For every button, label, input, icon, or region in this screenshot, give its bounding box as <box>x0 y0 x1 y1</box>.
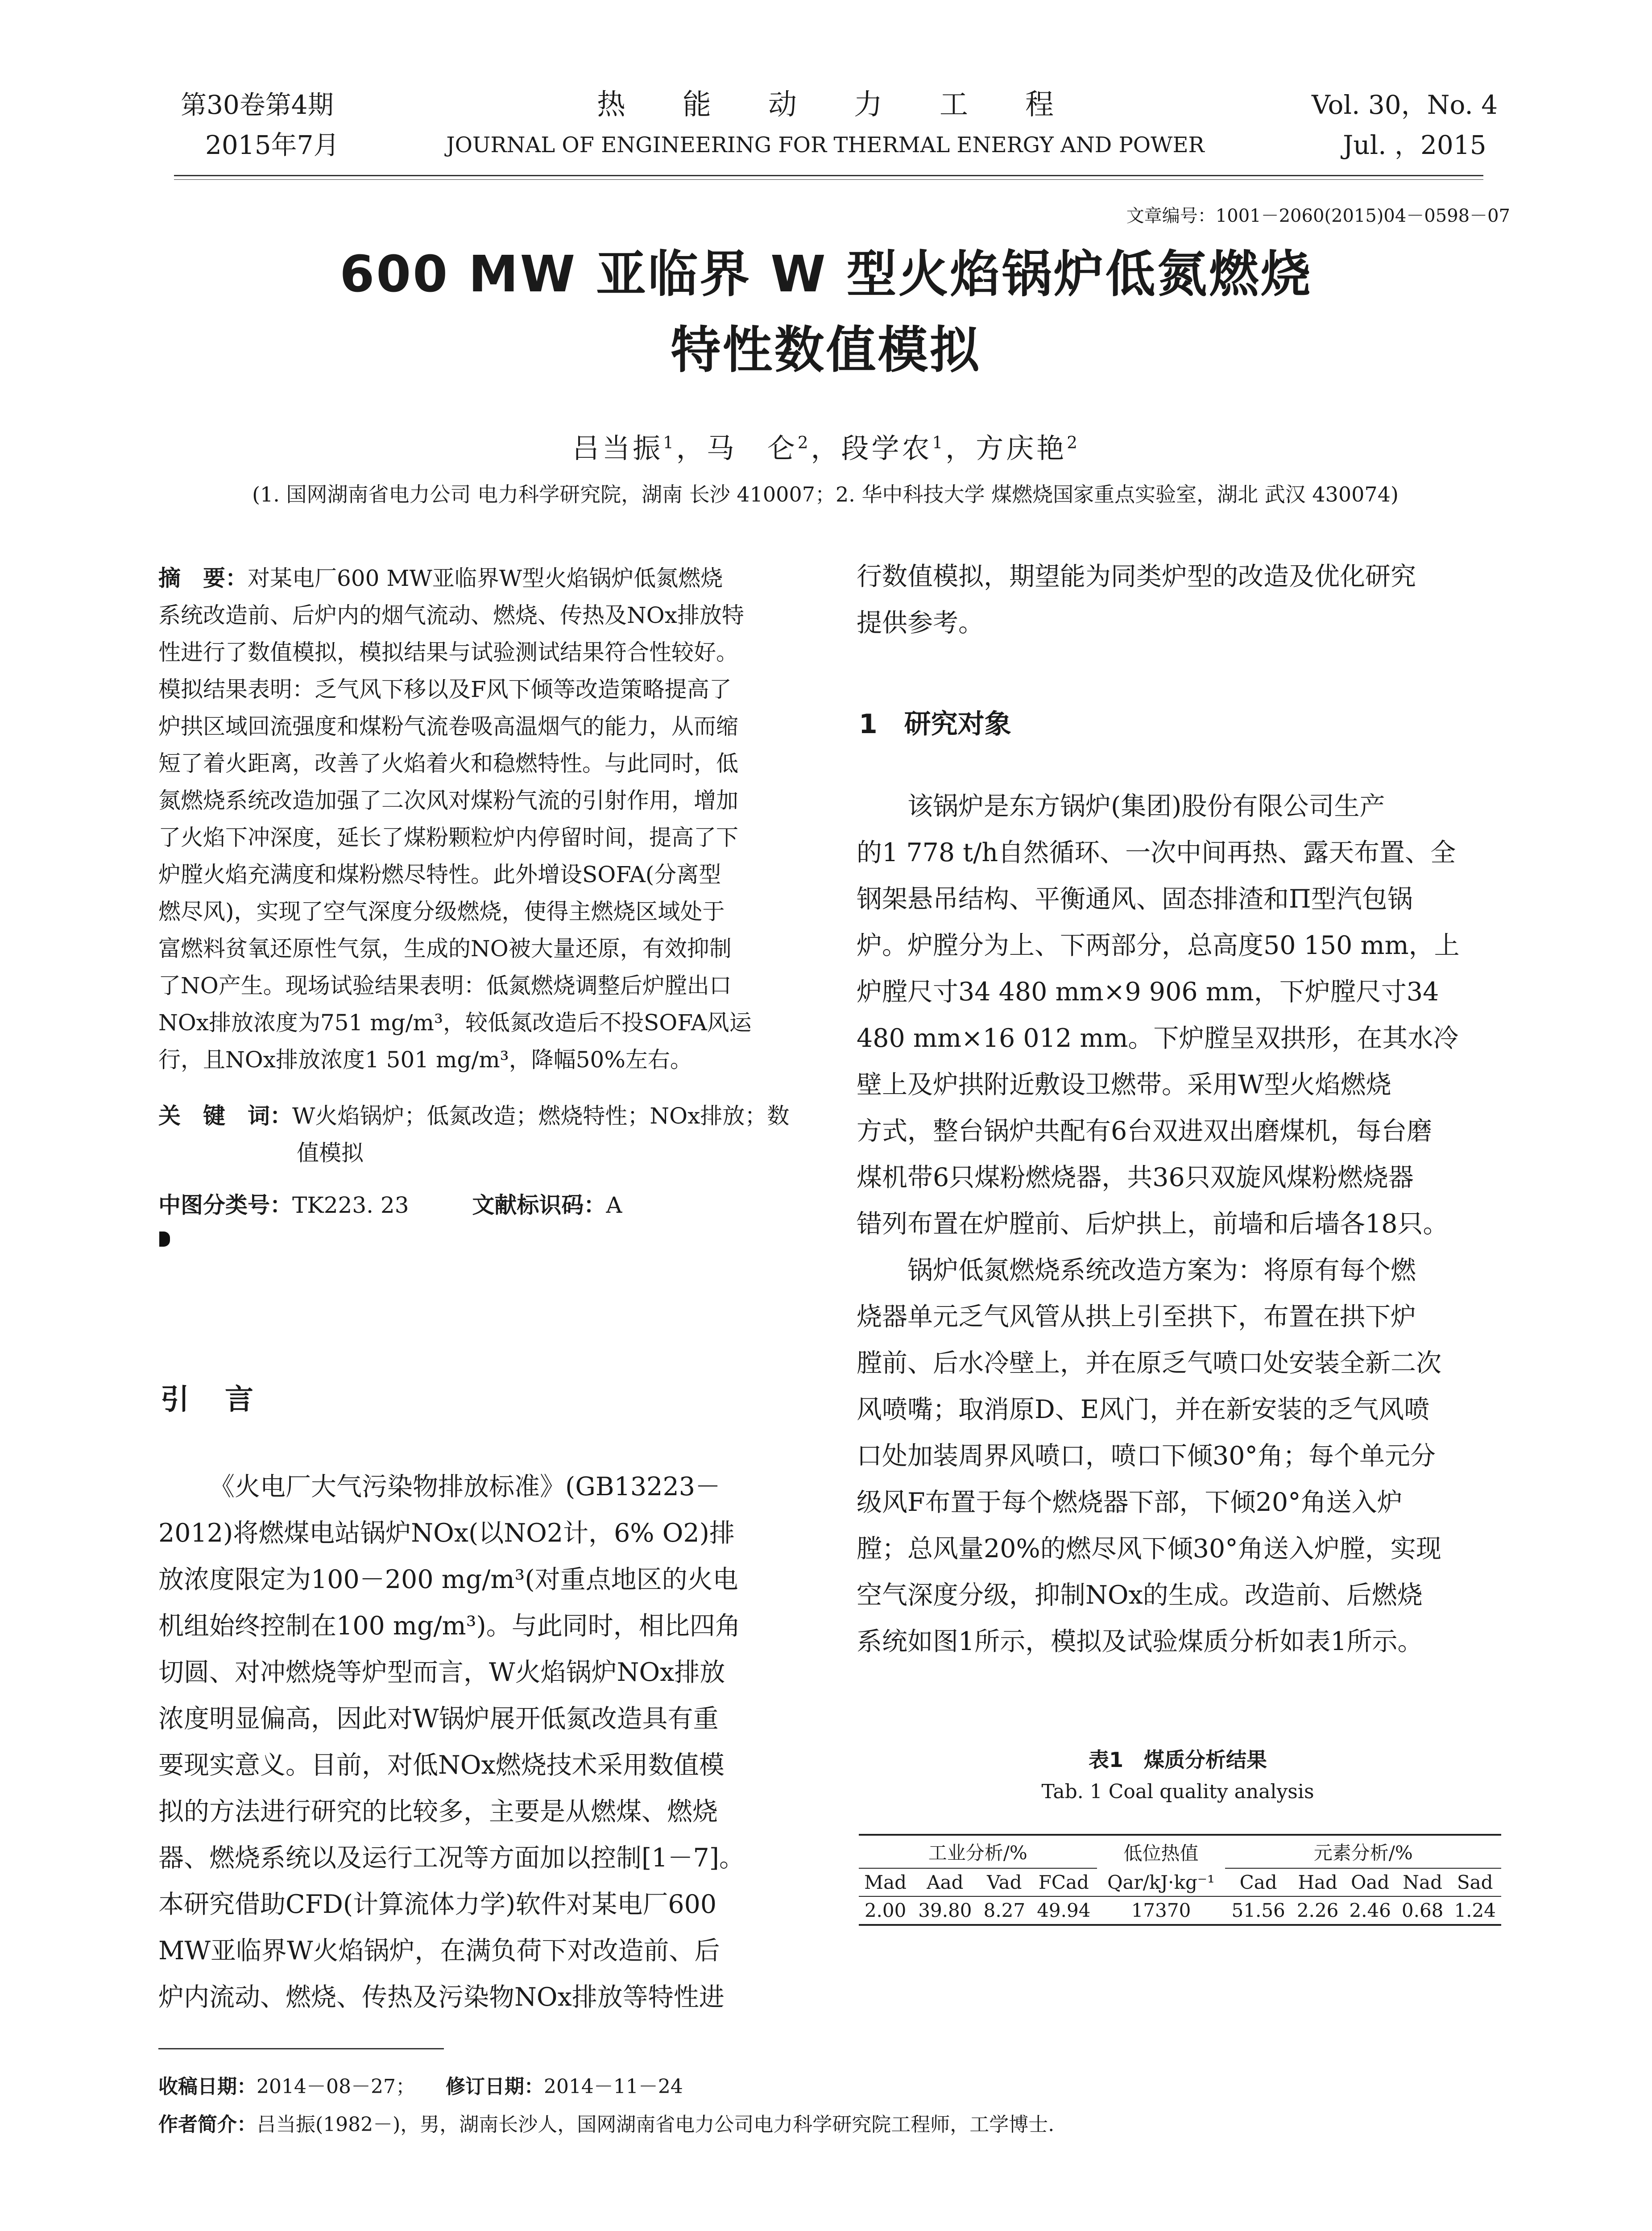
author-bio-label: 作者简介： <box>158 2113 257 2136</box>
abstract-label: 摘 要： <box>158 565 248 591</box>
body-line: 口处加装周界风喷口，喷口下倾30°角；每个单元分 <box>857 1441 1436 1471</box>
author-affil-mark: 1 <box>932 432 946 452</box>
author-name: 段学农 <box>841 432 932 464</box>
coal-quality-table <box>859 1834 1501 1926</box>
doc-code-label: 文献标识码： <box>472 1192 606 1218</box>
table-cell: 2.46 <box>1344 1896 1396 1925</box>
table-cell: 2.00 <box>859 1896 912 1925</box>
table-cell: 39.80 <box>912 1896 978 1925</box>
table-column-header: Nad <box>1403 1871 1442 1893</box>
abstract-line: 了火焰下冲深度，延长了煤粉颗粒炉内停留时间，提高了下 <box>158 825 738 850</box>
header-vol-issue-en: Vol. 30，No. 4 <box>1312 90 1498 120</box>
footnote-author <box>158 2108 1054 2137</box>
revised-label: 修订日期： <box>445 2075 544 2098</box>
abstract-line: 短了着火距离，改善了火焰着火和稳燃特性。与此同时，低 <box>158 751 738 776</box>
intro-line: 2012)将燃煤电站锅炉NOx(以NO2计，6% O2)排 <box>158 1518 735 1548</box>
header-journal-en: JOURNAL OF ENGINEERING FOR THERMAL ENERGY AND POWER <box>446 133 1205 158</box>
intro-line: 要现实意义。目前，对低NOx燃烧技术采用数值模 <box>158 1750 725 1780</box>
intro-line: 器、燃烧系统以及运行工况等方面加以控制[1－7]。 <box>158 1843 745 1873</box>
clc-label: 中图分类号： <box>158 1192 292 1218</box>
revised-date: 2014－11－24 <box>543 2075 683 2098</box>
author-affil-mark: 2 <box>1067 432 1080 452</box>
abstract-line: 炉拱区域回流强度和煤粉气流卷吸高温烟气的能力，从而缩 <box>158 713 738 739</box>
abstract-line: 富燃料贫氧还原性气氛，生成的NO被大量还原，有效抑制 <box>158 936 732 962</box>
body-line: 烧器单元乏气风管从拱上引至拱下，布置在拱下炉 <box>857 1302 1416 1331</box>
abstract-line: 了NO产生。现场试验结果表明：低氮燃烧调整后炉膛出口 <box>158 973 732 999</box>
table-cell: 49.94 <box>1031 1896 1097 1925</box>
table-column-header: Oad <box>1350 1871 1390 1893</box>
abstract <box>158 560 801 1078</box>
header-journal-cn: 热 能 动 力 工 程 <box>597 88 1054 121</box>
abstract-line: 对某电厂600 MW亚临界W型火焰锅炉低氮燃烧 <box>248 565 723 591</box>
intro-line: 放浓度限定为100－200 mg/m³(对重点地区的火电 <box>158 1565 738 1594</box>
table-group-header: 工业分析/% <box>859 1835 1097 1868</box>
body-line: 级风F布置于每个燃烧器下部，下倾20°角送入炉 <box>857 1488 1403 1517</box>
abstract-line: 氮燃烧系统改造加强了二次风对煤粉气流的引射作用，增加 <box>158 788 738 813</box>
intro-line: 本研究借助CFD(计算流体力学)软件对某电厂600 <box>158 1890 717 1919</box>
table-column-header: FCad <box>1038 1871 1089 1893</box>
body-line: 锅炉低氮燃烧系统改造方案为：将原有每个燃 <box>907 1256 1416 1285</box>
author-affil-mark: 2 <box>797 432 811 452</box>
section-1-body <box>857 783 1499 1665</box>
keywords-label: 关 键 词： <box>158 1103 292 1129</box>
header-rule-thin <box>174 179 1483 180</box>
abstract-line: 炉膛火焰充满度和煤粉燃尽特性。此外增设SOFA(分离型 <box>158 862 721 887</box>
intro-line: MW亚临界W火焰锅炉，在满负荷下对改造前、后 <box>158 1936 720 1966</box>
header-date-en: Jul. ，2015 <box>1343 130 1486 160</box>
doc-code-value: A <box>606 1192 622 1218</box>
table-caption-cn: 表1 煤质分析结果 <box>1088 1748 1267 1772</box>
header-vol-issue-cn: 第30卷第4期 <box>181 90 334 120</box>
body-line: 壁上及炉拱附近敷设卫燃带。采用W型火焰燃烧 <box>857 1070 1391 1099</box>
intro-line: 拟的方法进行研究的比较多，主要是从燃煤、燃烧 <box>158 1797 718 1826</box>
body-line: 的1 778 t/h自然循环、一次中间再热、露天布置、全 <box>857 838 1456 867</box>
author-bio: 吕当振(1982－)，男，湖南长沙人，国网湖南省电力公司电力科学研究院工程师，工学博士. <box>257 2113 1055 2136</box>
body-line: 错列布置在炉膛前、后炉拱上，前墙和后墙各18只。 <box>857 1209 1449 1239</box>
table-group-header: 低位热值 <box>1097 1835 1226 1868</box>
header-date-cn: 2015年7月 <box>205 130 340 160</box>
keywords-line: 值模拟 <box>297 1140 364 1166</box>
table-caption-en: Tab. 1 Coal quality analysis <box>1041 1780 1314 1803</box>
author-affiliation: (1. 国网湖南省电力公司 电力科学研究院，湖南 长沙 410007；2. 华中科技大学 煤燃烧国家重点实验室，湖北 武汉 430074) <box>252 482 1399 506</box>
paper-title-line1: 600 MW 亚临界 W 型火焰锅炉低氮燃烧 <box>340 245 1312 303</box>
table-column-header: Aad <box>927 1871 964 1893</box>
section-1-heading: 1 研究对象 <box>859 709 1011 740</box>
body-line: 行数值模拟，期望能为同类炉型的改造及优化研究 <box>857 562 1416 591</box>
abstract-line: 系统改造前、后炉内的烟气流动、燃烧、传热及NOx排放特 <box>158 602 744 628</box>
body-line: 炉。炉膛分为上、下两部分，总高度50 150 mm，上 <box>857 931 1460 960</box>
keywords-line: W火焰锅炉；低氮改造；燃烧特性；NOx排放；数 <box>292 1103 790 1129</box>
body-line: 钢架悬吊结构、平衡通风、固态排渣和Π型汽包锅 <box>857 884 1413 914</box>
header-rule <box>174 175 1483 176</box>
body-line: 膛；总风量20%的燃尽风下倾30°角送入炉膛，实现 <box>857 1534 1441 1563</box>
table-cell: 8.27 <box>978 1896 1031 1925</box>
abstract-line: 模拟结果表明：乏气风下移以及F风下倾等改造策略提高了 <box>158 676 732 702</box>
intro-line: 切圆、对冲燃烧等炉型而言，W火焰锅炉NOx排放 <box>158 1658 725 1687</box>
body-line: 空气深度分级，抑制NOx的生成。改造前、后燃烧 <box>857 1580 1423 1610</box>
table-cell: 17370 <box>1097 1896 1226 1925</box>
body-line: 提供参考。 <box>857 608 984 638</box>
table-column-header: Had <box>1298 1871 1337 1893</box>
table-cell: 51.56 <box>1225 1896 1291 1925</box>
classification <box>158 1187 622 1224</box>
table-row <box>859 1896 1501 1925</box>
right-col-continuation <box>857 553 1499 646</box>
abstract-line: 行，且NOx排放浓度1 501 mg/m³，降幅50%左右。 <box>158 1047 692 1073</box>
abstract-line: 性进行了数值模拟，模拟结果与试验测试结果符合性较好。 <box>158 639 738 665</box>
body-line: 煤机带6只煤粉燃烧器，共36只双旋风煤粉燃烧器 <box>857 1163 1414 1192</box>
body-line: 方式，整台锅炉共配有6台双进双出磨煤机，每台磨 <box>857 1116 1433 1146</box>
body-line: 480 mm×16 012 mm。下炉膛呈双拱形，在其水冷 <box>857 1024 1459 1053</box>
keywords <box>158 1098 801 1172</box>
intro-body <box>158 1464 801 2020</box>
table-cell: 0.68 <box>1396 1896 1449 1925</box>
body-line: 该锅炉是东方锅炉(集团)股份有限公司生产 <box>907 792 1385 821</box>
corner-mark-icon <box>159 1232 170 1247</box>
intro-line: 《火电厂大气污染物排放标准》(GB13223－ <box>209 1472 720 1501</box>
received-label: 收稿日期： <box>158 2075 257 2098</box>
footnote-dates <box>158 2070 683 2099</box>
intro-line: 浓度明显偏高，因此对W锅炉展开低氮改造具有重 <box>158 1704 719 1733</box>
body-line: 系统如图1所示，模拟及试验煤质分析如表1所示。 <box>857 1627 1423 1656</box>
table-column-header: Qar/kJ·kg⁻¹ <box>1107 1871 1215 1893</box>
received-date: 2014－08－27； <box>257 2075 415 2098</box>
table-column-header: Cad <box>1239 1871 1277 1893</box>
article-number: 文章编号：1001－2060(2015)04－0598－07 <box>1126 206 1510 226</box>
body-line: 风喷嘴；取消原D、E风门，并在新安装的乏气风喷 <box>857 1395 1430 1424</box>
abstract-line: NOx排放浓度为751 mg/m³，较低氮改造后不投SOFA风运 <box>158 1010 752 1036</box>
abstract-line: 燃尽风)，实现了空气深度分级燃烧，使得主燃烧区域处于 <box>158 899 725 925</box>
intro-line: 炉内流动、燃烧、传热及污染物NOx排放等特性进 <box>158 1982 725 2012</box>
body-line: 炉膛尺寸34 480 mm×9 906 mm，下炉膛尺寸34 <box>857 977 1439 1007</box>
intro-line: 机组始终控制在100 mg/m³)。与此同时，相比四角 <box>158 1611 741 1641</box>
paper-title-line2: 特性数值模拟 <box>671 321 981 379</box>
footnote-rule <box>158 2048 444 2049</box>
author-list: 吕当振$^1$，马 仑$^2$，段学农$^1$，方庆艳$^2$ <box>572 432 1080 464</box>
table-column-header: Sad <box>1457 1871 1493 1893</box>
author-affil-mark: 1 <box>663 432 676 452</box>
intro-heading: 引 言 <box>161 1383 257 1416</box>
table-column-header: Vad <box>987 1871 1022 1893</box>
body-line: 膛前、后水冷壁上，并在原乏气喷口处安装全新二次 <box>857 1348 1441 1378</box>
author-name: 方庆艳 <box>976 432 1067 464</box>
clc-value: TK223. 23 <box>292 1192 409 1218</box>
table-column-header: Mad <box>864 1871 907 1893</box>
author-name: 吕当振 <box>572 432 663 464</box>
table-group-header: 元素分析/% <box>1225 1835 1501 1868</box>
author-name: 马 仑 <box>706 432 798 464</box>
table-cell: 1.24 <box>1449 1896 1501 1925</box>
table-cell: 2.26 <box>1292 1896 1344 1925</box>
